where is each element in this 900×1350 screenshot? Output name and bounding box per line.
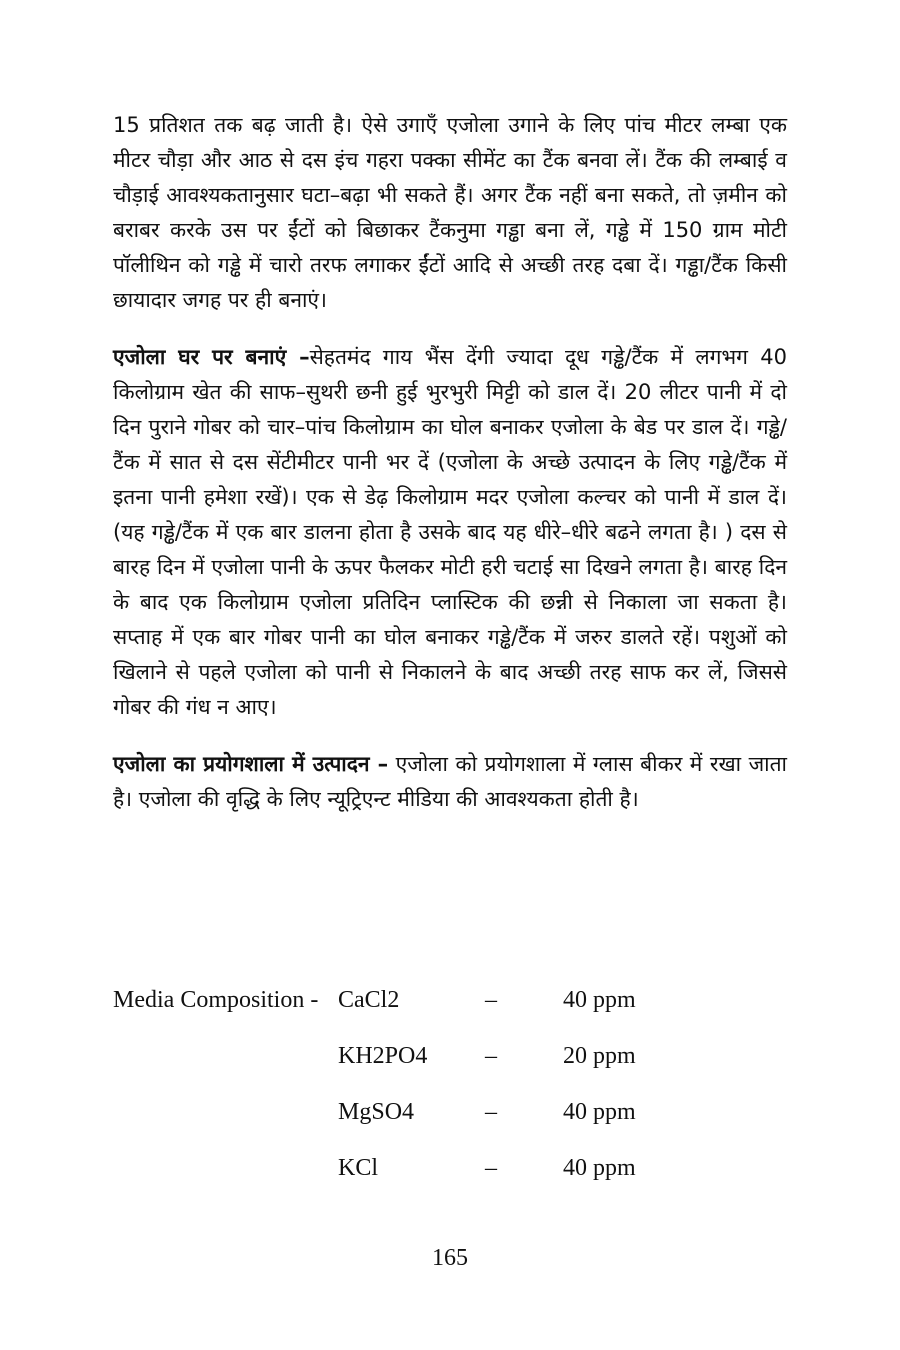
paragraph-azolla-at-home bbox=[113, 340, 787, 725]
media-compound: KH2PO4 bbox=[338, 1043, 428, 1069]
media-dash: – bbox=[485, 1155, 497, 1181]
paragraph-body: एजोला को प्रयोगशाला में ग्लास बीकर में रखा जाता है। एजोला की वृद्धि के लिए न्यूट्रिएन्ट मीडिया की आवश्यकता होती है। bbox=[113, 752, 787, 811]
paragraph-body: 15 प्रतिशत तक बढ़ जाती है। ऐसे उगाएँ एजोला उगाने के लिए पांच मीटर लम्बा एक मीटर चौड़ा और आठ से दस इंच गहरा पक्का सीमेंट का टैंक बनवा लें। टैंक की लम्बाई व चौड़ाई आवश्यकतानुसार घटा–बढ़ा भी सकते हैं। अगर टैंक नहीं बना सकते, तो ज़मीन को बराबर करके उस पर ईंटों को बिछाकर टैंकनुमा गड्ढा बना लें, गड्ढे में 150 ग्राम मोटी पॉलीथिन को गड्ढे में चारो तरफ लगाकर ईंटों आदि से अच्छी तरह दबा दें। गड्ढा/टैंक किसी छायादार जगह पर ही बनाएं। bbox=[113, 113, 787, 312]
media-dash: – bbox=[485, 1099, 497, 1125]
media-value: 40 ppm bbox=[563, 987, 636, 1013]
media-dash: – bbox=[485, 1043, 497, 1069]
page-body bbox=[113, 108, 787, 817]
media-compound: MgSO4 bbox=[338, 1099, 415, 1125]
section-heading: एजोला का प्रयोगशाला में उत्पादन – bbox=[113, 752, 389, 776]
media-value: 40 ppm bbox=[563, 1099, 636, 1125]
media-value: 40 ppm bbox=[563, 1155, 636, 1181]
paragraph-body: सेहतमंद गाय भैंस देंगी ज्यादा दूध गड्ढे/टैंक में लगभग 40 किलोग्राम खेत की साफ–सुथरी छनी हुई भुरभुरी मिट्टी को डाल दें। 20 लीटर पानी में दो दिन पुराने गोबर को चार–पांच किलोग्राम का घोल बनाकर एजोला के बेड पर डाल दें। गड्ढे/टैंक में सात से दस सेंटीमीटर पानी भर दें (एजोला के अच्छे उत्पादन के लिए गड्ढे/टैंक में इतना पानी हमेशा रखें)। एक से डेढ़ किलोग्राम मदर एजोला कल्चर को पानी में डाल दें। (यह गड्ढे/टैंक में एक बार डालना होता है उसके बाद यह धीरे–धीरे बढने लगता है। ) दस से बारह दिन में एजोला पानी के ऊपर फैलकर मोटी हरी चटाई सा दिखने लगता है। बारह दिन के बाद एक किलोग्राम एजोला प्रतिदिन प्लास्टिक की छन्नी से निकाला जा सकता है। सप्ताह में एक बार गोबर पानी का घोल बनाकर गड्ढे/टैंक में जरुर डालते रहें। पशुओं को खिलाने से पहले एजोला को पानी से निकालने के बाद अच्छी तरह साफ कर लें, जिससे गोबर की गंध न आए। bbox=[113, 345, 787, 719]
page-number: 165 bbox=[432, 1245, 468, 1271]
media-composition-table bbox=[113, 980, 787, 1204]
media-composition-label: Media Composition - bbox=[113, 987, 319, 1013]
media-dash: – bbox=[485, 987, 497, 1013]
media-row bbox=[113, 1148, 787, 1204]
media-row bbox=[113, 1092, 787, 1148]
media-compound: CaCl2 bbox=[338, 987, 400, 1013]
media-row bbox=[113, 1036, 787, 1092]
paragraph-tank-construction bbox=[113, 108, 787, 318]
media-value: 20 ppm bbox=[563, 1043, 636, 1069]
media-compound: KCl bbox=[338, 1155, 379, 1181]
paragraph-lab-production bbox=[113, 747, 787, 817]
media-row bbox=[113, 980, 787, 1036]
section-heading: एजोला घर पर बनाएं – bbox=[113, 345, 310, 369]
